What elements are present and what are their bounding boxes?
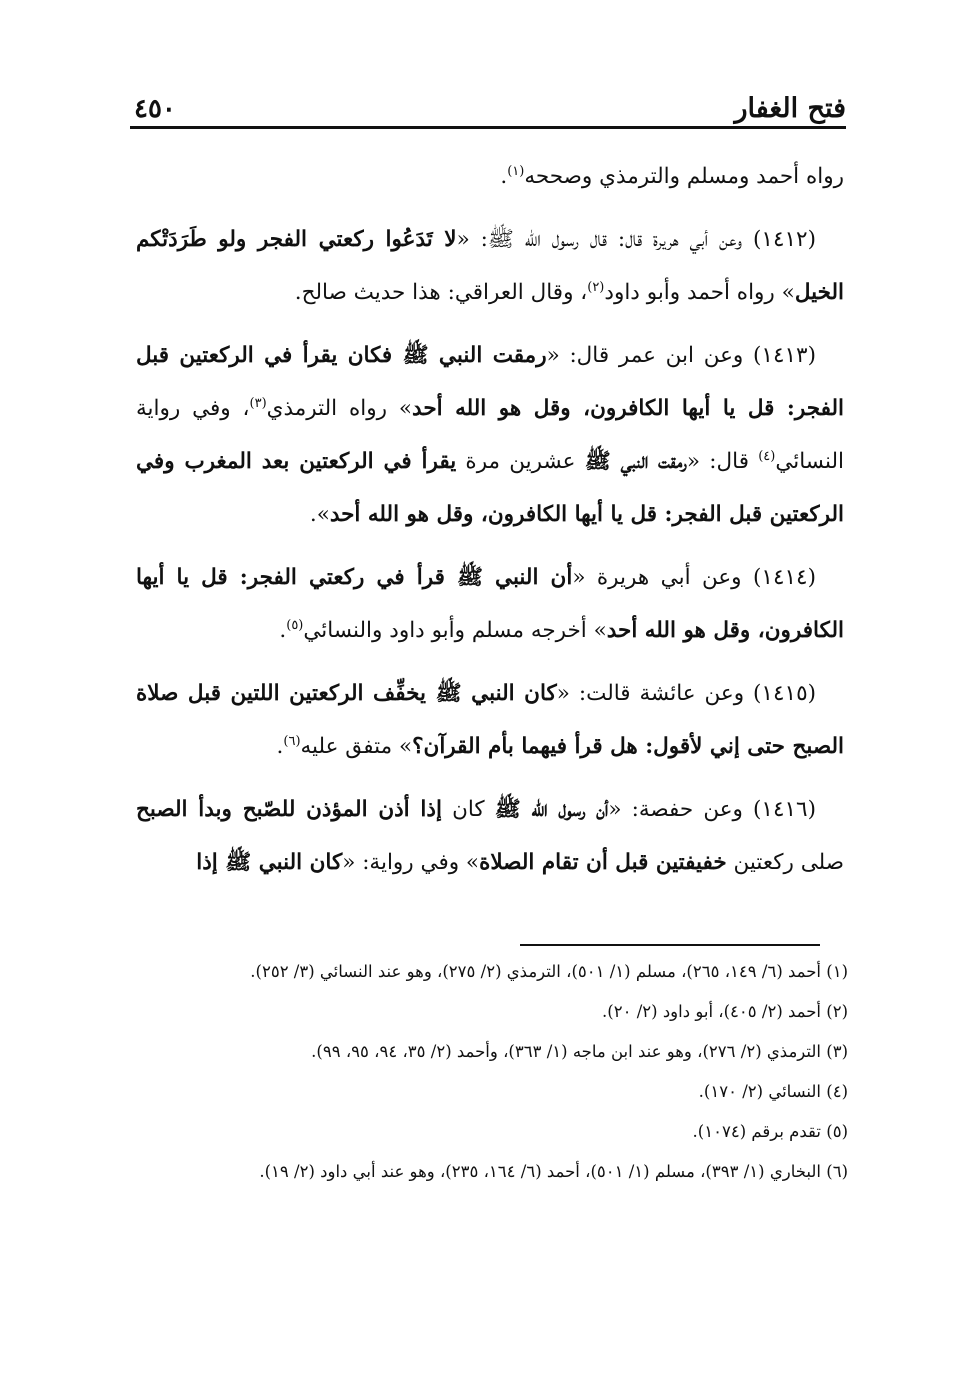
main-text [136, 150, 844, 899]
narration-text: ، وقال العراقي: هذا حديث صالح. [294, 280, 588, 305]
footnote-marker: (٦) [283, 733, 301, 749]
narration-text: » وفي رواية: « [342, 850, 480, 875]
footnotes [136, 956, 848, 1196]
footnote-marker: (٤) [758, 448, 776, 464]
hadith-text: رمقت النبي ﷺ فكان يقرأ في الركعتين قبل الفجر: قل يا أيها الكافرون، وقل هو الله أحد [136, 343, 845, 421]
footnote-marker: (٥) [286, 617, 304, 633]
hadith-text: كان النبي ﷺ إذا [196, 850, 343, 875]
running-header [134, 84, 846, 124]
hadith-paragraph [136, 329, 844, 541]
narration-text: » رواه أحمد وأبو داود [604, 280, 795, 305]
footnote: (٥) تقدم برقم (١٠٧٤). [692, 1122, 848, 1141]
hadith-text: خفيفتين قبل أن تقام الصلاة [479, 850, 727, 875]
footnote-marker: (٢) [587, 279, 605, 295]
narration-text: » متفق عليه [300, 734, 413, 759]
hadith-text: رمقت النبي ﷺ [584, 449, 687, 474]
hadith-paragraph [136, 667, 844, 773]
narration-text: كان [441, 797, 495, 822]
hadith-text: أن النبي ﷺ قرأ في ركعتي الفجر: قل يا أيها الكافرون، وقل هو الله أحد [136, 565, 844, 643]
hadith-text: إذا أذن المؤذن للصّبح وبدأ الصبح [136, 797, 442, 822]
narration-text: رواه أحمد ومسلم والترمذي وصححه [524, 164, 844, 189]
hadith-text: كان النبي ﷺ يخفِّف الركعتين اللتين قبل صلاة الصبح حتى إني لأقول: هل قرأ فيهما بأم القرآن؟ [136, 681, 844, 759]
page-number: ٤٥٠ [134, 94, 176, 124]
book-title: فتح الغفار [734, 93, 846, 124]
narration-text: . [500, 164, 508, 189]
footnote: (٢) أحمد (٢/ ٤٠٥)، أبو داود (٢/ ٢٠). [602, 1002, 848, 1021]
header-rule [130, 126, 846, 129]
footnote-marker: (١) [507, 163, 525, 179]
hadith-text: يقرأ في الركعتين بعد المغرب وفي الركعتين قبل الفجر: قل يا أيها الكافرون، وقل هو الله أحد [136, 449, 844, 527]
narration-text: (١٤١٤) وعن أبي هريرة « [572, 565, 816, 590]
narration-text: ، وفي رواية النسائي [136, 396, 844, 474]
narration-text: (١٤١٣) وعن ابن عمر قال: « [546, 343, 816, 368]
footnote: (٦) البخاري (١/ ٣٩٣)، مسلم (١/ ٥٠١)، أحمد (٦/ ١٦٤، ٢٣٥)، وهو عند أبي داود (٢/ ١٩). [259, 1162, 848, 1181]
hadith-paragraph [136, 551, 844, 657]
narration-text: (١٤١٦) وعن حفصة: « [608, 797, 816, 822]
narration-text: » أخرجه مسلم وأبو داود والنسائي [303, 618, 607, 643]
narration-text: ». [309, 502, 330, 527]
narration-text: . [279, 618, 287, 643]
narration-text: عشرين مرة [456, 449, 585, 474]
hadith-text: أن رسول الله ﷺ [494, 797, 609, 822]
narration-text: » رواه الترمذي [266, 396, 413, 421]
footnote: (٣) الترمذي (٢/ ٢٧٦)، وهو عند ابن ماجه (١/ ٣٦٣)، وأحمد (٢/ ٣٥، ٩٤، ٩٥، ٩٩). [311, 1042, 848, 1061]
hadith-paragraph [136, 213, 844, 319]
footnote: (١) أحمد (٦/ ١٤٩، ٢٦٥)، مسلم (١/ ٥٠١)، الترمذي (٢/ ٢٧٥)، وهو عند النسائي (٣/ ٢٥٢). [250, 962, 848, 981]
narration-text: (١٤١٥) وعن عائشة قالت: « [556, 681, 817, 706]
hadith-paragraph [136, 150, 844, 203]
footnote-marker: (٣) [249, 395, 267, 411]
hadith-paragraph [136, 783, 844, 889]
narration-text: (١٤١٢) وعن أبي هريرة قال: قال رسول الله ﷺ: « [456, 227, 816, 252]
footnote: (٤) النسائي (٢/ ١٧٠). [698, 1082, 848, 1101]
narration-text: قال: « [686, 449, 759, 474]
narration-text: صلى ركعتين [726, 850, 844, 875]
footnote-separator [520, 944, 820, 946]
hadith-text: لا تَدَعُوا ركعتي الفجر ولو طَرَدَتْكم الخيل [136, 227, 844, 305]
narration-text: . [276, 734, 284, 759]
